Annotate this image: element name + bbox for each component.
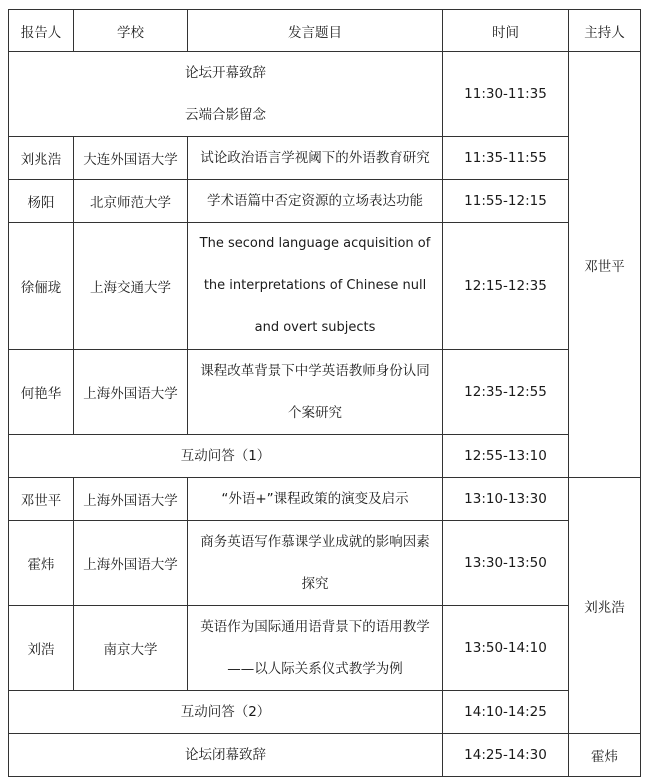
session-line: 论坛开幕致辞 — [185, 65, 266, 81]
schedule-table — [8, 9, 641, 777]
topic-line: 英语作为国际通用语背景下的语用教学 — [200, 619, 430, 635]
topic-line: “外语+”课程政策的演变及启示 — [221, 491, 409, 507]
header-time: 时间 — [443, 10, 569, 52]
time-cell: 11:35-11:55 — [443, 137, 569, 180]
time-cell: 14:25-14:30 — [443, 734, 569, 777]
time-cell: 12:55-13:10 — [443, 435, 569, 478]
topic-cell — [188, 478, 443, 521]
school-cell: 上海外国语大学 — [74, 478, 188, 521]
school-cell: 上海外国语大学 — [74, 521, 188, 606]
reporter-cell: 霍炜 — [9, 521, 74, 606]
topic-cell — [188, 180, 443, 223]
session-title — [9, 691, 443, 734]
time-cell: 12:35-12:55 — [443, 350, 569, 435]
school-cell: 南京大学 — [74, 606, 188, 691]
topic-line: 探究 — [301, 576, 329, 592]
time-cell: 14:10-14:25 — [443, 691, 569, 734]
table-row — [9, 223, 641, 350]
session-line: 互动问答（1） — [180, 448, 271, 464]
time-cell: 13:30-13:50 — [443, 521, 569, 606]
topic-cell — [188, 223, 443, 350]
topic-line: The second language acquisition of — [199, 236, 431, 251]
table-row — [9, 521, 641, 606]
host-cell: 霍炜 — [569, 734, 641, 777]
topic-cell — [188, 350, 443, 435]
time-cell: 12:15-12:35 — [443, 223, 569, 350]
table-row — [9, 137, 641, 180]
table-row — [9, 478, 641, 521]
header-school: 学校 — [74, 10, 188, 52]
topic-line: 课程改革背景下中学英语教师身份认同 — [200, 363, 430, 379]
session-title — [9, 435, 443, 478]
reporter-cell: 徐俪珑 — [9, 223, 74, 350]
topic-line: 个案研究 — [288, 405, 342, 421]
table-row — [9, 606, 641, 691]
school-cell: 大连外国语大学 — [74, 137, 188, 180]
session-line: 互动问答（2） — [180, 704, 271, 720]
host-cell: 邓世平 — [569, 52, 641, 478]
topic-cell — [188, 521, 443, 606]
header-topic: 发言题目 — [188, 10, 443, 52]
school-cell: 上海交通大学 — [74, 223, 188, 350]
table-row — [9, 180, 641, 223]
reporter-cell: 何艳华 — [9, 350, 74, 435]
topic-line: 商务英语写作慕课学业成就的影响因素 — [200, 534, 430, 550]
table-row — [9, 734, 641, 777]
table-row — [9, 691, 641, 734]
topic-line: 学术语篇中否定资源的立场表达功能 — [207, 193, 423, 209]
topic-cell — [188, 137, 443, 180]
topic-line: and overt subjects — [254, 320, 376, 335]
table-row — [9, 350, 641, 435]
reporter-cell: 邓世平 — [9, 478, 74, 521]
time-cell: 11:30-11:35 — [443, 52, 569, 137]
time-cell: 11:55-12:15 — [443, 180, 569, 223]
header-row — [9, 10, 641, 52]
reporter-cell: 杨阳 — [9, 180, 74, 223]
reporter-cell: 刘兆浩 — [9, 137, 74, 180]
time-cell: 13:50-14:10 — [443, 606, 569, 691]
school-cell: 上海外国语大学 — [74, 350, 188, 435]
table-row — [9, 435, 641, 478]
table-row — [9, 52, 641, 137]
topic-line: the interpretations of Chinese null — [203, 278, 427, 293]
session-line: 云端合影留念 — [185, 107, 266, 123]
topic-line: 试论政治语言学视阈下的外语教育研究 — [200, 150, 430, 166]
reporter-cell: 刘浩 — [9, 606, 74, 691]
session-title — [9, 52, 443, 137]
school-cell: 北京师范大学 — [74, 180, 188, 223]
session-title — [9, 734, 443, 777]
header-host: 主持人 — [569, 10, 641, 52]
topic-line: ——以人际关系仪式教学为例 — [227, 661, 403, 677]
session-line: 论坛闭幕致辞 — [185, 747, 266, 763]
topic-cell — [188, 606, 443, 691]
time-cell: 13:10-13:30 — [443, 478, 569, 521]
host-cell: 刘兆浩 — [569, 478, 641, 734]
header-reporter: 报告人 — [9, 10, 74, 52]
